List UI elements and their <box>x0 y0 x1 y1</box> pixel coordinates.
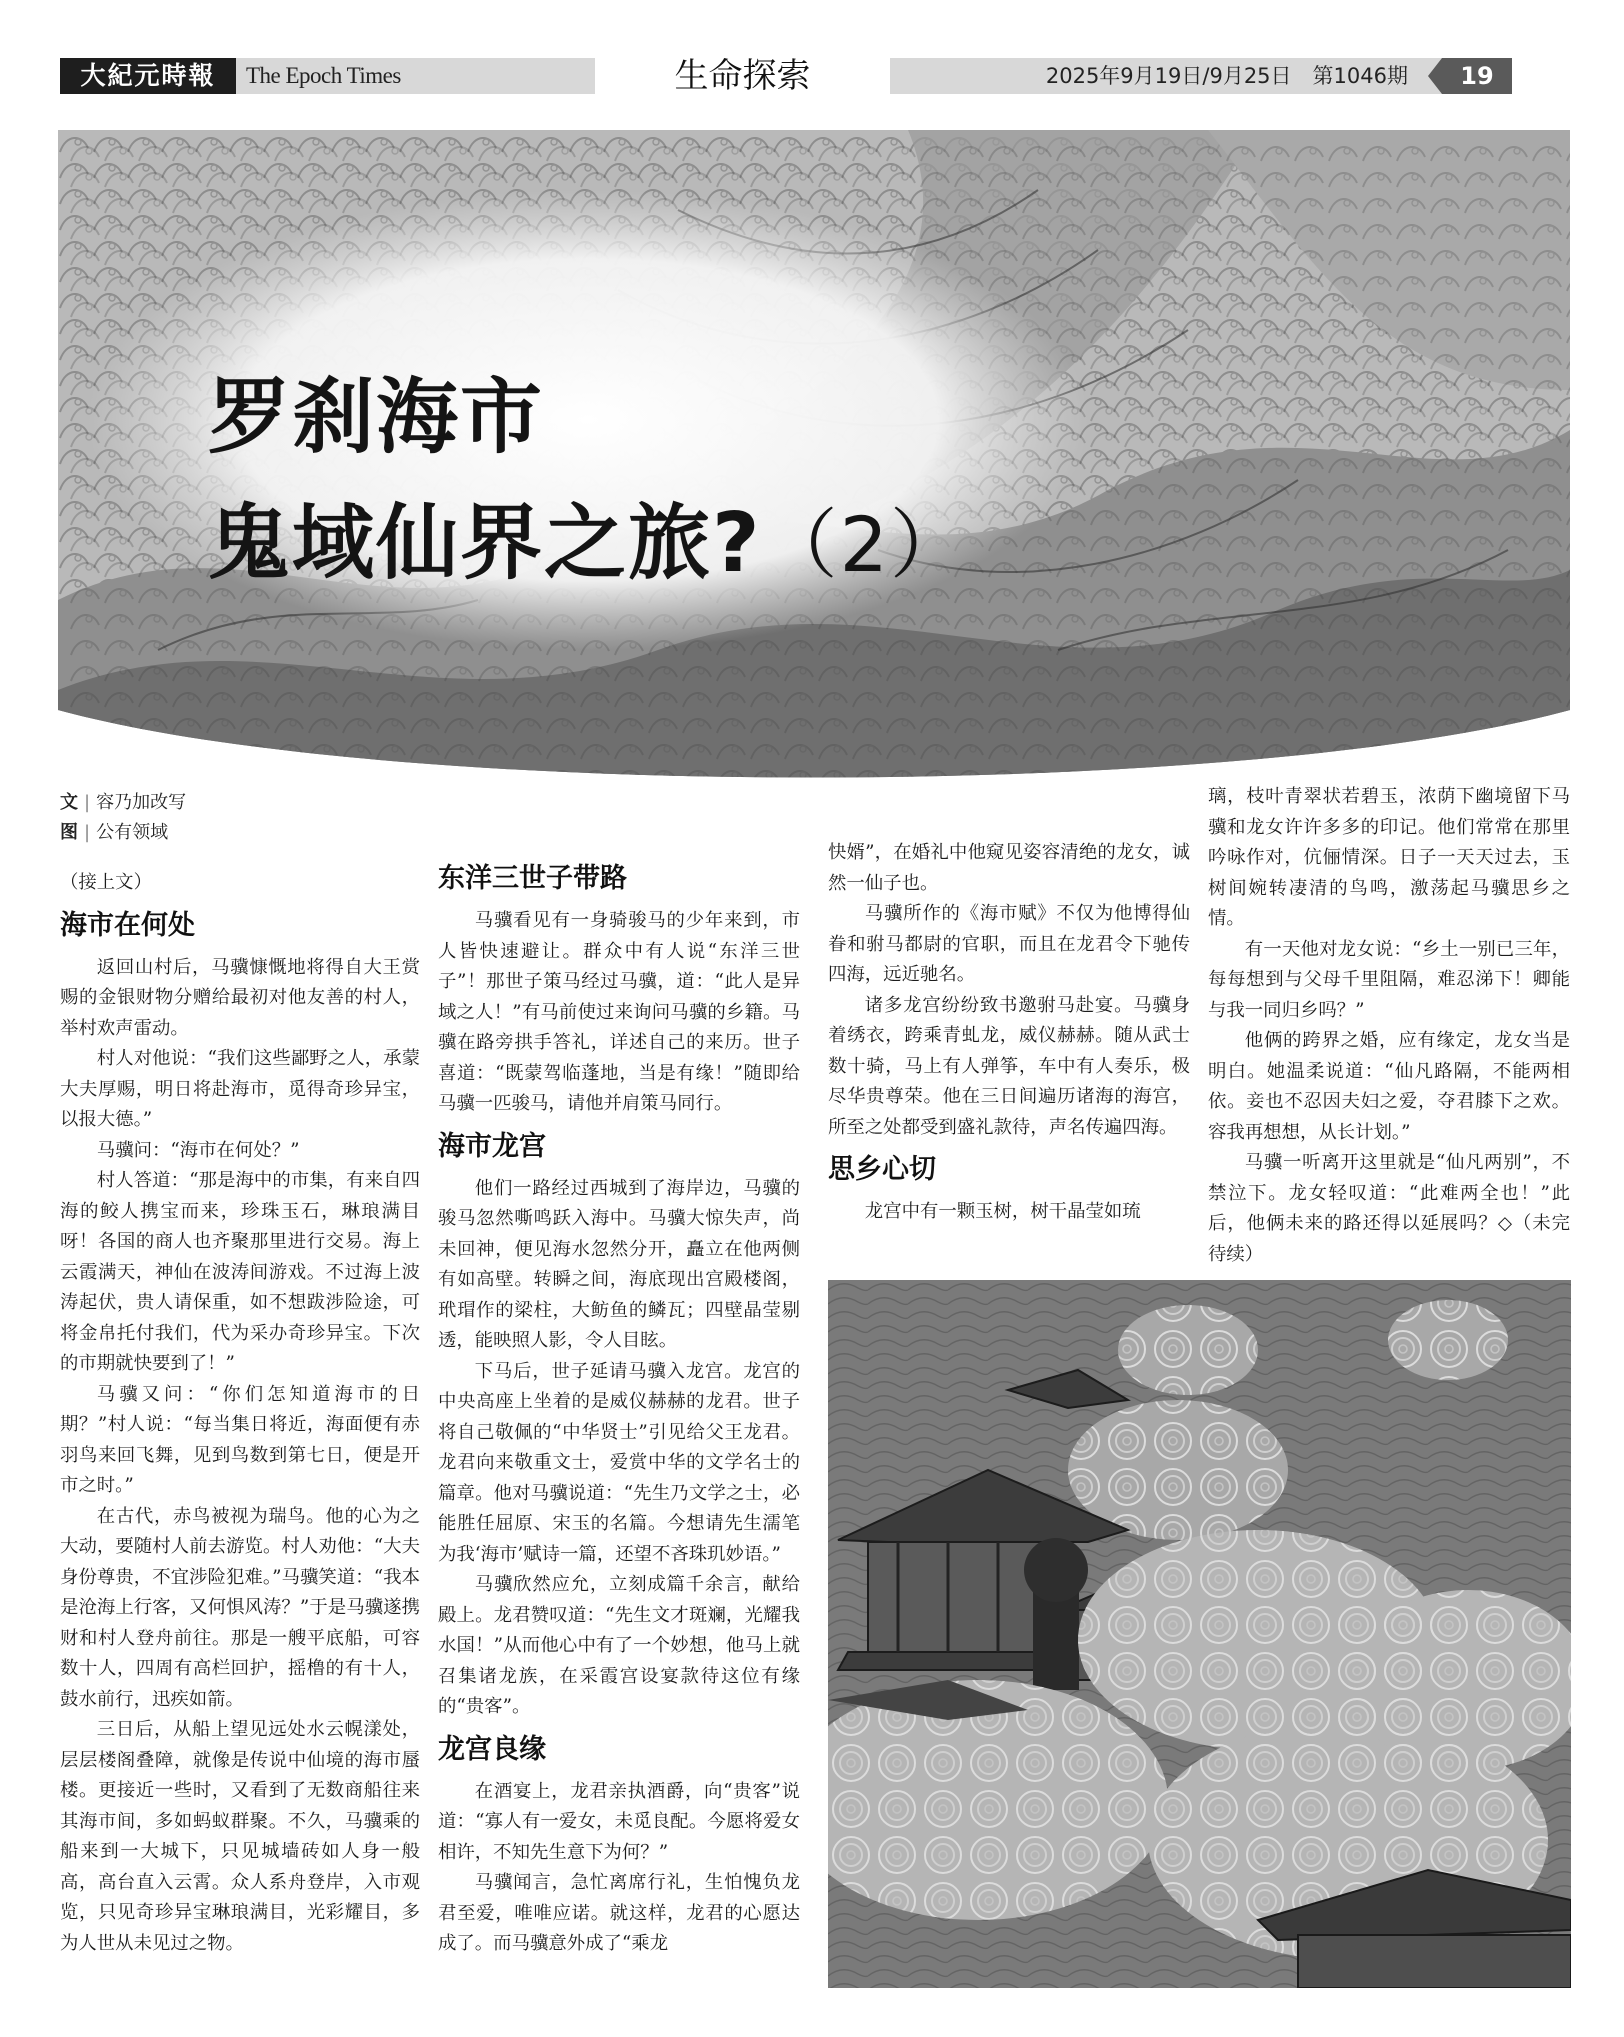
continued-note: （接上文） <box>60 872 152 893</box>
section-title: 生命探索 <box>674 56 811 96</box>
page-number: 19 <box>1442 58 1512 94</box>
paragraph: 马骥所作的《海市赋》不仅为他博得仙眷和驸马都尉的官职，而且在龙君令下驰传四海，远近驰名。 <box>828 903 1190 985</box>
paragraph: 他俩的跨界之婚，应有缘定，龙女当是明白。她温柔说道：“仙凡路隔，不能两相依。妾也不忍因夫妇之爱，夺君膝下之欢。容我再想想，从长计划。” <box>1208 1030 1570 1143</box>
article-column-3 <box>828 838 1190 1228</box>
masthead <box>60 58 595 94</box>
article-column-1 <box>60 868 420 1959</box>
article-column-4 <box>1208 782 1570 1270</box>
byline-author-value: 容乃加改写 <box>96 792 187 813</box>
paragraph: 三日后，从船上望见远处水云幌漾处，层层楼阁叠障，就像是传说中仙境的海市蜃楼。更接近一些时，又看到了无数商船往来其海市间，多如蚂蚁群聚。不久，马骥乘的船来到一大城下，只见城墙砖如人身一般高，高台直入云霄。众人系舟登岸，入市观览，只见奇珍异宝琳琅满目，光彩耀目，多为人世从未见过之物。 <box>60 1719 420 1954</box>
paragraph: 马骥欣然应允，立刻成篇千余言，献给殿上。龙君赞叹道：“先生文才斑斓，光耀我水国！”从而他心中有了一个妙想，他马上就召集诸龙族，在采霞宫设宴款待这位有缘的“贵客”。 <box>438 1574 800 1717</box>
article-column-2 <box>438 852 800 1960</box>
section-heading: 东洋三世子带路 <box>438 863 627 894</box>
article-title-line2 <box>208 481 968 608</box>
paragraph: 快婿”，在婚礼中他窥见姿容清绝的龙女，诚然一仙子也。 <box>828 842 1190 894</box>
paragraph: 村人对他说：“我们这些鄙野之人，承蒙大夫厚赐，明日将赴海市，觅得奇珍异宝，以报大德。” <box>60 1048 420 1130</box>
paragraph: 马骥闻言，急忙离席行礼，生怕愧负龙君至爱，唯唯应诺。就这样，龙君的心愿达成了。而马骥意外成了“乘龙 <box>438 1872 800 1954</box>
palace-clouds-illustration <box>828 1280 1571 1988</box>
paragraph: 马骥一听离开这里就是“仙凡两别”，不禁泣下。龙女轻叹道：“此难两全也！”此后，他俩未来的路还得以延展吗？◇（未完待续） <box>1208 1152 1570 1265</box>
paragraph: 返回山村后，马骥慷慨地将得自大王赏赐的金银财物分赠给最初对他友善的村人，举村欢声雷动。 <box>60 956 420 1039</box>
byline-image-label: 图 <box>60 822 78 843</box>
paragraph: 在酒宴上，龙君亲执酒爵，向“贵客”说道：“寡人有一爱女，未觅良配。今愿将爱女相许，不知先生意下为何？” <box>438 1780 800 1863</box>
byline-image-credit: 图 | 公有领域 <box>60 822 169 843</box>
paragraph: 马骥又问：“你们怎知道海市的日期？”村人说：“每当集日将近，海面便有赤羽鸟来回飞舞，见到鸟数到第七日，便是开市之时。” <box>60 1383 420 1496</box>
paragraph: 龙宫中有一颗玉树，树干晶莹如琉 <box>864 1201 1141 1222</box>
paragraph: 他们一路经过西城到了海岸边，马骥的骏马忽然嘶鸣跃入海中。马骥大惊失声，尚未回神，便见海水忽然分开，矗立在他两侧有如高壁。转瞬之间，海底现出宫殿楼阁，玳瑁作的梁柱，大鲂鱼的鳞瓦；四壁晶莹剔透，能映照人影，令人目眩。 <box>438 1177 800 1351</box>
section-heading: 海市在何处 <box>60 909 195 941</box>
paragraph: 璃，枝叶青翠状若碧玉，浓荫下幽境留下马骥和龙女许许多多的印记。他们常常在那里吟咏作对，伉俪情深。日子一天天过去，玉树间婉转凄清的鸟鸣，激荡起马骥思乡之情。 <box>1208 786 1570 929</box>
paragraph: 在古代，赤鸟被视为瑞鸟。他的心为之大动，要随村人前去游览。村人劝他：“大夫身份尊贵，不宜涉险犯难。”马骥笑道：“我本是沧海上行客，又何惧风涛？”于是马骥遂携财和村人登舟前往。那是一艘平底船，可容数十人，四周有高栏回护，摇橹的有十人，鼓水前行，迅疾如箭。 <box>60 1505 420 1710</box>
paragraph: 马骥看见有一身骑骏马的少年来到，市人皆快速避让。群众中有人说“东洋三世子”！那世子策马经过马骥，道：“此人是异域之人！”有马前使过来询问马骥的乡籍。马骥在路旁拱手答礼，详述自己的来历。世子喜道：“既蒙驾临蓬地，当是有缘！”随即给马骥一匹骏马，请他并肩策马同行。 <box>438 910 800 1114</box>
byline-author-label: 文 <box>60 792 78 813</box>
newspaper-logo: 大紀元時報 <box>60 58 236 94</box>
paragraph: 马骥问：“海市在何处？” <box>96 1139 300 1161</box>
section-heading: 思乡心切 <box>828 1154 936 1185</box>
paragraph: 村人答道：“那是海中的市集，有来自四海的鲛人携宝而来，珍珠玉石，琳琅满目呀！各国的商人也齐聚那里进行交易。海上云霞满天，神仙在波涛间游戏。不过海上波涛起伏，贵人请保重，如不想跋涉险途，可将金帛托付我们，代为采办奇珍异宝。下次的市期就快要到了！” <box>60 1170 420 1374</box>
article-title <box>208 355 968 608</box>
issue-date: 2025年9月19日/9月25日 第1046期 <box>1045 64 1408 88</box>
date-bar <box>890 58 1512 94</box>
byline <box>60 788 186 848</box>
article-title-main: 鬼域仙界之旅? <box>208 496 762 591</box>
section-heading: 龙宫良缘 <box>438 1733 546 1765</box>
hero-image <box>58 130 1570 800</box>
newspaper-name-english: The Epoch Times <box>246 63 401 88</box>
section-heading: 海市龙宫 <box>438 1130 546 1162</box>
palace-painting <box>828 1280 1571 1988</box>
article-part-number: （2） <box>761 500 968 589</box>
paragraph: 有一天他对龙女说：“乡土一别已三年，每每想到与父母千里阻隔，难忍涕下！卿能与我一同归乡吗？” <box>1208 938 1570 1021</box>
byline-author: 文 | 容乃加改写 <box>60 792 187 813</box>
byline-image-value: 公有领域 <box>96 822 169 843</box>
paragraph: 下马后，世子延请马骥入龙宫。龙宫的中央高座上坐着的是威仪赫赫的龙君。世子将自己敬佩的“中华贤士”引见给父王龙君。龙君向来敬重文士，爱赏中华的文学名士的篇章。他对马骥说道：“先生乃文学之士，必能胜任屈原、宋玉的名篇。今想请先生濡笔为我‘海市’赋诗一篇，还望不吝珠玑妙语。” <box>438 1360 800 1565</box>
article-title-line1: 罗刹海市 <box>208 370 545 465</box>
paragraph: 诸多龙宫纷纷致书邀驸马赴宴。马骥身着绣衣，跨乘青虬龙，威仪赫赫。随从武士数十骑，马上有人弹筝，车中有人奏乐，极尽华贵尊荣。他在三日间遍历诸海的海宫，所至之处都受到盛礼款待，声名传遍四海。 <box>828 994 1190 1138</box>
